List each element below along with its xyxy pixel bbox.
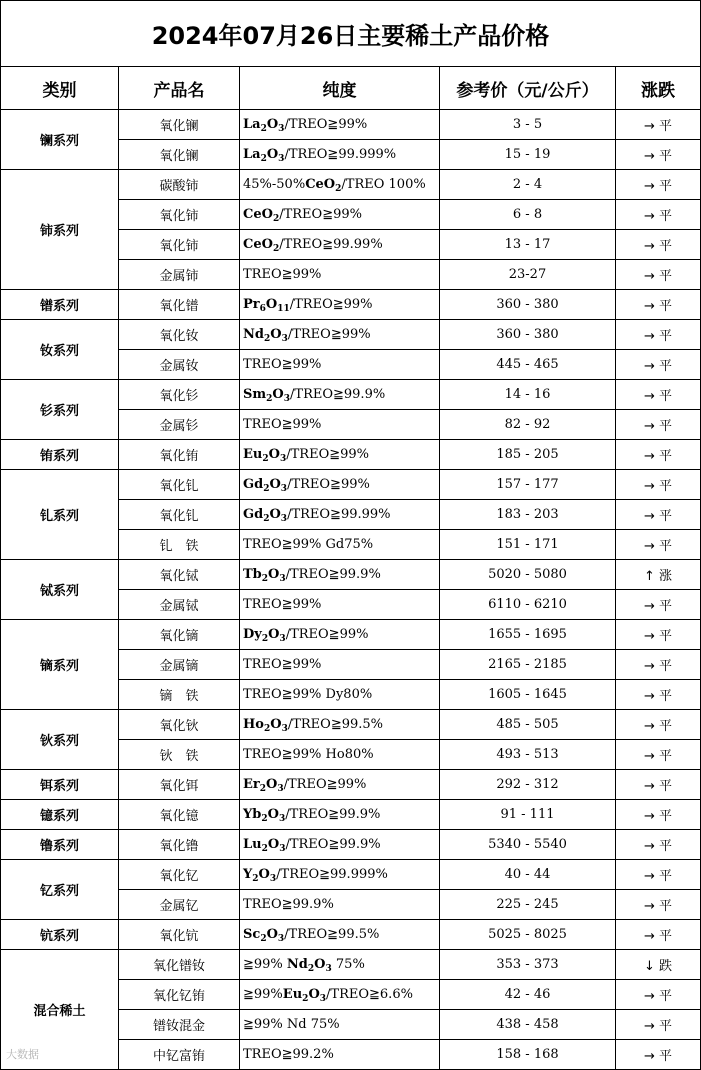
purity-segment: Nd bbox=[243, 327, 264, 342]
purity-segment: 3 bbox=[281, 334, 288, 344]
purity-segment: 2 bbox=[263, 514, 270, 524]
purity-cell bbox=[240, 920, 440, 950]
purity-segment: TREO≧99.9% bbox=[243, 897, 334, 912]
product-cell: 氧化镝 bbox=[119, 620, 240, 650]
purity-segment: /TREO≧99.9% bbox=[285, 567, 381, 582]
page-title: 2024年07月26日主要稀土产品价格 bbox=[1, 1, 701, 67]
change-cell: → 平 bbox=[616, 770, 701, 800]
purity-segment: 2 bbox=[263, 334, 271, 344]
purity-segment: O bbox=[268, 627, 280, 642]
purity-segment: 11 bbox=[277, 304, 290, 314]
product-cell: 中钇富铕 bbox=[119, 1040, 240, 1070]
price-cell: 15 - 19 bbox=[440, 140, 616, 170]
price-cell: 40 - 44 bbox=[440, 860, 616, 890]
price-cell: 158 - 168 bbox=[440, 1040, 616, 1070]
purity-segment: 3 bbox=[283, 394, 291, 404]
product-cell: 氧化铈 bbox=[119, 230, 240, 260]
purity-segment: 2 bbox=[260, 154, 267, 164]
purity-cell bbox=[240, 620, 440, 650]
purity-cell bbox=[240, 830, 440, 860]
category-cell: 镨系列 bbox=[1, 290, 119, 320]
price-cell: 6 - 8 bbox=[440, 200, 616, 230]
purity-segment: Eu bbox=[243, 447, 263, 462]
purity-cell bbox=[240, 260, 440, 290]
purity-segment: Nd bbox=[286, 957, 308, 972]
product-cell: 氧化钆 bbox=[119, 470, 240, 500]
change-cell: → 平 bbox=[616, 200, 701, 230]
purity-segment: 2 bbox=[266, 394, 273, 404]
change-cell: → 平 bbox=[616, 290, 701, 320]
purity-segment: La bbox=[243, 117, 261, 132]
product-cell: 氧化钐 bbox=[119, 380, 240, 410]
purity-segment: /TREO≧99.99% bbox=[287, 507, 391, 522]
purity-segment: TREO≧99% Ho80% bbox=[243, 747, 374, 762]
category-cell: 铽系列 bbox=[1, 560, 119, 620]
change-cell: → 平 bbox=[616, 890, 701, 920]
change-cell: → 平 bbox=[616, 1010, 701, 1040]
change-cell: ↓ 跌 bbox=[616, 950, 701, 980]
purity-segment: TREO≧99% bbox=[243, 417, 322, 432]
purity-segment: TREO≧99% bbox=[243, 657, 322, 672]
purity-segment: /TREO≧99.99% bbox=[279, 237, 383, 252]
purity-segment: 2 bbox=[263, 484, 270, 494]
price-cell: 91 - 111 bbox=[440, 800, 616, 830]
product-cell: 氧化钬 bbox=[119, 710, 240, 740]
category-cell: 混合稀土 bbox=[1, 950, 119, 1070]
price-cell: 6110 - 6210 bbox=[440, 590, 616, 620]
price-cell: 5025 - 8025 bbox=[440, 920, 616, 950]
purity-segment: Gd bbox=[243, 477, 264, 492]
change-cell: → 平 bbox=[616, 800, 701, 830]
product-cell: 氧化镨钕 bbox=[119, 950, 240, 980]
purity-cell bbox=[240, 200, 440, 230]
change-cell: → 平 bbox=[616, 410, 701, 440]
purity-segment bbox=[277, 304, 290, 314]
product-cell: 镨钕混金 bbox=[119, 1010, 240, 1040]
purity-segment: O bbox=[270, 327, 282, 342]
table-row bbox=[1, 710, 701, 740]
header-product: 产品名 bbox=[119, 67, 240, 110]
price-cell: 493 - 513 bbox=[440, 740, 616, 770]
product-cell: 金属铽 bbox=[119, 590, 240, 620]
purity-segment: Ho bbox=[243, 717, 264, 732]
change-cell: → 平 bbox=[616, 500, 701, 530]
product-cell: 氧化镱 bbox=[119, 800, 240, 830]
purity-segment: 2 bbox=[259, 784, 267, 794]
purity-segment: /TREO≧99% bbox=[287, 327, 371, 342]
product-cell: 氧化钪 bbox=[119, 920, 240, 950]
purity-segment: Dy bbox=[243, 627, 262, 642]
product-cell: 金属钕 bbox=[119, 350, 240, 380]
purity-segment: O bbox=[270, 717, 282, 732]
change-cell: → 平 bbox=[616, 470, 701, 500]
price-cell: 360 - 380 bbox=[440, 320, 616, 350]
purity-segment: 2 bbox=[260, 124, 267, 134]
product-cell: 金属钐 bbox=[119, 410, 240, 440]
category-cell: 铒系列 bbox=[1, 770, 119, 800]
purity-cell bbox=[240, 170, 440, 200]
purity-cell bbox=[240, 560, 440, 590]
product-cell: 镝 铁 bbox=[119, 680, 240, 710]
purity-segment: 3 bbox=[269, 874, 277, 884]
purity-segment: /TREO≧99.999% bbox=[284, 147, 397, 162]
purity-segment: 3 bbox=[279, 454, 287, 464]
purity-segment: 3 bbox=[277, 934, 285, 944]
purity-segment: CeO bbox=[243, 207, 273, 222]
watermark: 大数据 bbox=[6, 1048, 39, 1061]
price-cell: 5020 - 5080 bbox=[440, 560, 616, 590]
purity-segment: 2 bbox=[261, 814, 268, 824]
purity-cell bbox=[240, 740, 440, 770]
purity-cell bbox=[240, 1010, 440, 1040]
change-cell: → 平 bbox=[616, 980, 701, 1010]
product-cell: 氧化镧 bbox=[119, 110, 240, 140]
category-cell: 钪系列 bbox=[1, 920, 119, 950]
purity-segment: 2 bbox=[302, 994, 309, 1004]
price-cell: 13 - 17 bbox=[440, 230, 616, 260]
purity-segment: /TREO≧99% bbox=[285, 627, 369, 642]
product-cell: 氧化铽 bbox=[119, 560, 240, 590]
purity-segment: O bbox=[266, 777, 278, 792]
purity-cell bbox=[240, 140, 440, 170]
purity-cell bbox=[240, 650, 440, 680]
product-cell: 氧化铒 bbox=[119, 770, 240, 800]
purity-segment: 3 bbox=[280, 514, 288, 524]
change-cell: → 平 bbox=[616, 830, 701, 860]
price-cell: 438 - 458 bbox=[440, 1010, 616, 1040]
purity-segment: /TREO≧6.6% bbox=[326, 987, 413, 1002]
price-cell: 151 - 171 bbox=[440, 530, 616, 560]
purity-segment: 3 bbox=[279, 844, 286, 854]
change-cell: → 平 bbox=[616, 140, 701, 170]
product-cell: 金属铈 bbox=[119, 260, 240, 290]
price-cell: 1605 - 1645 bbox=[440, 680, 616, 710]
purity-segment: O bbox=[258, 867, 270, 882]
purity-segment: Eu bbox=[282, 987, 303, 1002]
purity-segment: 45%-50% bbox=[243, 177, 306, 192]
category-cell: 镧系列 bbox=[1, 110, 119, 170]
change-cell: → 平 bbox=[616, 230, 701, 260]
table-row bbox=[1, 470, 701, 500]
purity-cell bbox=[240, 770, 440, 800]
category-cell: 钕系列 bbox=[1, 320, 119, 380]
purity-segment: 2 bbox=[307, 964, 315, 974]
purity-segment: /TREO≧99.5% bbox=[287, 717, 384, 732]
price-cell: 185 - 205 bbox=[440, 440, 616, 470]
change-cell: → 平 bbox=[616, 440, 701, 470]
table-row bbox=[1, 440, 701, 470]
purity-cell bbox=[240, 470, 440, 500]
purity-cell bbox=[240, 320, 440, 350]
product-cell: 氧化镥 bbox=[119, 830, 240, 860]
purity-segment: ≧99% bbox=[243, 957, 287, 972]
purity-segment: O bbox=[269, 507, 281, 522]
purity-segment: CeO bbox=[243, 237, 273, 252]
purity-segment: Sc bbox=[243, 927, 261, 942]
table-row bbox=[1, 560, 701, 590]
purity-segment: CeO bbox=[305, 177, 336, 192]
category-cell: 钆系列 bbox=[1, 470, 119, 560]
product-cell: 氧化镧 bbox=[119, 140, 240, 170]
purity-cell bbox=[240, 530, 440, 560]
product-cell: 氧化铕 bbox=[119, 440, 240, 470]
header-change: 涨跌 bbox=[616, 67, 701, 110]
product-cell: 氧化钇 bbox=[119, 860, 240, 890]
purity-segment: 75% bbox=[331, 957, 365, 972]
category-cell: 钐系列 bbox=[1, 380, 119, 440]
change-cell: → 平 bbox=[616, 710, 701, 740]
purity-segment: Y bbox=[243, 867, 253, 882]
table-row bbox=[1, 770, 701, 800]
product-cell: 金属镝 bbox=[119, 650, 240, 680]
change-cell: → 平 bbox=[616, 620, 701, 650]
table-row bbox=[1, 320, 701, 350]
purity-cell bbox=[240, 860, 440, 890]
purity-segment: 3 bbox=[277, 784, 284, 794]
price-cell: 23-27 bbox=[440, 260, 616, 290]
price-cell: 183 - 203 bbox=[440, 500, 616, 530]
change-cell: → 平 bbox=[616, 350, 701, 380]
change-cell: → 平 bbox=[616, 1040, 701, 1070]
header-row bbox=[1, 67, 701, 110]
purity-segment: 2 bbox=[261, 844, 268, 854]
price-cell: 353 - 373 bbox=[440, 950, 616, 980]
purity-segment: TREO≧99.2% bbox=[243, 1047, 334, 1062]
purity-cell bbox=[240, 290, 440, 320]
purity-segment: O bbox=[308, 987, 320, 1002]
price-cell: 292 - 312 bbox=[440, 770, 616, 800]
change-cell: ↑ 涨 bbox=[616, 560, 701, 590]
price-cell: 225 - 245 bbox=[440, 890, 616, 920]
table-row bbox=[1, 860, 701, 890]
change-cell: → 平 bbox=[616, 380, 701, 410]
category-cell: 钬系列 bbox=[1, 710, 119, 770]
purity-segment: /TREO≧99.9% bbox=[285, 807, 381, 822]
purity-cell bbox=[240, 950, 440, 980]
table-row bbox=[1, 920, 701, 950]
purity-segment: 2 bbox=[272, 244, 280, 254]
change-cell: → 平 bbox=[616, 170, 701, 200]
change-cell: → 平 bbox=[616, 260, 701, 290]
purity-segment: O bbox=[266, 147, 279, 162]
purity-segment: 2 bbox=[262, 454, 269, 464]
purity-segment: TREO≧99% bbox=[243, 357, 322, 372]
purity-segment: 3 bbox=[281, 724, 288, 734]
purity-segment: 2 bbox=[335, 184, 342, 194]
purity-cell bbox=[240, 890, 440, 920]
purity-segment: La bbox=[243, 147, 261, 162]
purity-segment: /TREO≧99% bbox=[289, 297, 373, 312]
price-cell: 2165 - 2185 bbox=[440, 650, 616, 680]
change-cell: → 平 bbox=[616, 110, 701, 140]
category-cell: 镝系列 bbox=[1, 620, 119, 710]
header-category: 类别 bbox=[1, 67, 119, 110]
product-cell: 钆 铁 bbox=[119, 530, 240, 560]
purity-segment: /TREO≧99.9% bbox=[285, 837, 381, 852]
table-row bbox=[1, 110, 701, 140]
change-cell: → 平 bbox=[616, 860, 701, 890]
purity-segment: ≧99% Nd 75% bbox=[243, 1017, 340, 1032]
product-cell: 氧化镨 bbox=[119, 290, 240, 320]
purity-segment: 2 bbox=[263, 724, 271, 734]
price-cell: 445 - 465 bbox=[440, 350, 616, 380]
purity-cell bbox=[240, 1040, 440, 1070]
table-row bbox=[1, 620, 701, 650]
category-cell: 镱系列 bbox=[1, 800, 119, 830]
purity-cell bbox=[240, 710, 440, 740]
price-cell: 360 - 380 bbox=[440, 290, 616, 320]
product-cell: 氧化钇铕 bbox=[119, 980, 240, 1010]
product-cell: 氧化钕 bbox=[119, 320, 240, 350]
table-row bbox=[1, 950, 701, 980]
purity-segment: 2 bbox=[252, 874, 259, 884]
purity-segment: TREO≧99% bbox=[243, 267, 322, 282]
purity-segment: /TREO≧99% bbox=[284, 117, 368, 132]
purity-cell bbox=[240, 230, 440, 260]
product-cell: 氧化钆 bbox=[119, 500, 240, 530]
table-row bbox=[1, 800, 701, 830]
change-cell: → 平 bbox=[616, 530, 701, 560]
table-row bbox=[1, 290, 701, 320]
purity-cell bbox=[240, 380, 440, 410]
purity-cell bbox=[240, 440, 440, 470]
change-cell: → 平 bbox=[616, 590, 701, 620]
purity-segment: O bbox=[266, 927, 278, 942]
purity-segment: /TREO≧99% bbox=[286, 447, 370, 462]
price-cell: 14 - 16 bbox=[440, 380, 616, 410]
purity-segment: 3 bbox=[319, 994, 327, 1004]
purity-segment: Gd bbox=[243, 507, 264, 522]
purity-segment: O bbox=[265, 297, 278, 312]
purity-segment: /TREO≧99.5% bbox=[284, 927, 380, 942]
purity-segment: /TREO≧99.999% bbox=[276, 867, 388, 882]
category-cell: 铈系列 bbox=[1, 170, 119, 290]
category-cell: 铕系列 bbox=[1, 440, 119, 470]
purity-segment: Lu bbox=[243, 837, 262, 852]
purity-segment: 3 bbox=[278, 814, 286, 824]
product-cell: 钬 铁 bbox=[119, 740, 240, 770]
purity-segment: 3 bbox=[280, 484, 288, 494]
purity-cell bbox=[240, 680, 440, 710]
purity-segment: /TREO≧99% bbox=[283, 777, 367, 792]
price-cell: 1655 - 1695 bbox=[440, 620, 616, 650]
change-cell: → 平 bbox=[616, 740, 701, 770]
price-cell: 5340 - 5540 bbox=[440, 830, 616, 860]
purity-segment: 3 bbox=[279, 574, 286, 584]
purity-segment: O bbox=[269, 477, 281, 492]
purity-segment: Pr bbox=[243, 297, 260, 312]
purity-cell bbox=[240, 410, 440, 440]
table-body bbox=[1, 110, 701, 1070]
purity-segment: O bbox=[266, 117, 279, 132]
table-row bbox=[1, 170, 701, 200]
header-price: 参考价（元/公斤） bbox=[440, 67, 616, 110]
purity-cell bbox=[240, 350, 440, 380]
category-cell: 镥系列 bbox=[1, 830, 119, 860]
purity-segment: Sm bbox=[243, 387, 267, 402]
price-cell: 157 - 177 bbox=[440, 470, 616, 500]
purity-segment: Tb bbox=[243, 567, 262, 582]
purity-segment: Er bbox=[243, 777, 260, 792]
purity-segment: /TREO 100% bbox=[341, 177, 426, 192]
purity-segment: TREO≧99% bbox=[243, 597, 322, 612]
purity-segment: O bbox=[272, 387, 284, 402]
purity-segment: O bbox=[268, 447, 280, 462]
purity-segment: O bbox=[268, 567, 280, 582]
purity-cell bbox=[240, 800, 440, 830]
purity-segment: /TREO≧99.9% bbox=[290, 387, 386, 402]
purity-cell bbox=[240, 500, 440, 530]
category-cell: 钇系列 bbox=[1, 860, 119, 920]
purity-segment: 3 bbox=[325, 964, 332, 974]
change-cell: → 平 bbox=[616, 680, 701, 710]
product-cell: 金属钇 bbox=[119, 890, 240, 920]
price-cell: 3 - 5 bbox=[440, 110, 616, 140]
purity-segment: O bbox=[267, 837, 280, 852]
purity-segment: Yb bbox=[243, 807, 262, 822]
product-cell: 氧化铈 bbox=[119, 200, 240, 230]
purity-cell bbox=[240, 980, 440, 1010]
purity-segment: TREO≧99% Dy80% bbox=[243, 687, 373, 702]
change-cell: → 平 bbox=[616, 650, 701, 680]
purity-segment: 2 bbox=[261, 574, 269, 584]
price-cell: 2 - 4 bbox=[440, 170, 616, 200]
price-cell: 42 - 46 bbox=[440, 980, 616, 1010]
purity-segment: ≧99% bbox=[243, 987, 283, 1002]
table-row bbox=[1, 830, 701, 860]
change-cell: → 平 bbox=[616, 320, 701, 350]
purity-segment: 3 bbox=[278, 124, 285, 134]
purity-segment: 6 bbox=[259, 304, 266, 314]
purity-segment: 3 bbox=[278, 154, 285, 164]
purity-segment: /TREO≧99% bbox=[279, 207, 362, 222]
header-purity: 纯度 bbox=[240, 67, 440, 110]
purity-segment: TREO≧99% Gd75% bbox=[243, 537, 374, 552]
purity-segment: 2 bbox=[272, 214, 280, 224]
purity-cell bbox=[240, 110, 440, 140]
product-cell: 碳酸铈 bbox=[119, 170, 240, 200]
purity-segment: O bbox=[314, 957, 326, 972]
purity-segment: 2 bbox=[261, 634, 269, 644]
price-cell: 82 - 92 bbox=[440, 410, 616, 440]
change-cell: → 平 bbox=[616, 920, 701, 950]
price-cell: 485 - 505 bbox=[440, 710, 616, 740]
purity-segment: 3 bbox=[279, 634, 286, 644]
purity-segment: O bbox=[267, 807, 279, 822]
purity-segment: /TREO≧99% bbox=[287, 477, 370, 492]
purity-segment: 2 bbox=[260, 934, 267, 944]
purity-cell bbox=[240, 590, 440, 620]
table-row bbox=[1, 380, 701, 410]
